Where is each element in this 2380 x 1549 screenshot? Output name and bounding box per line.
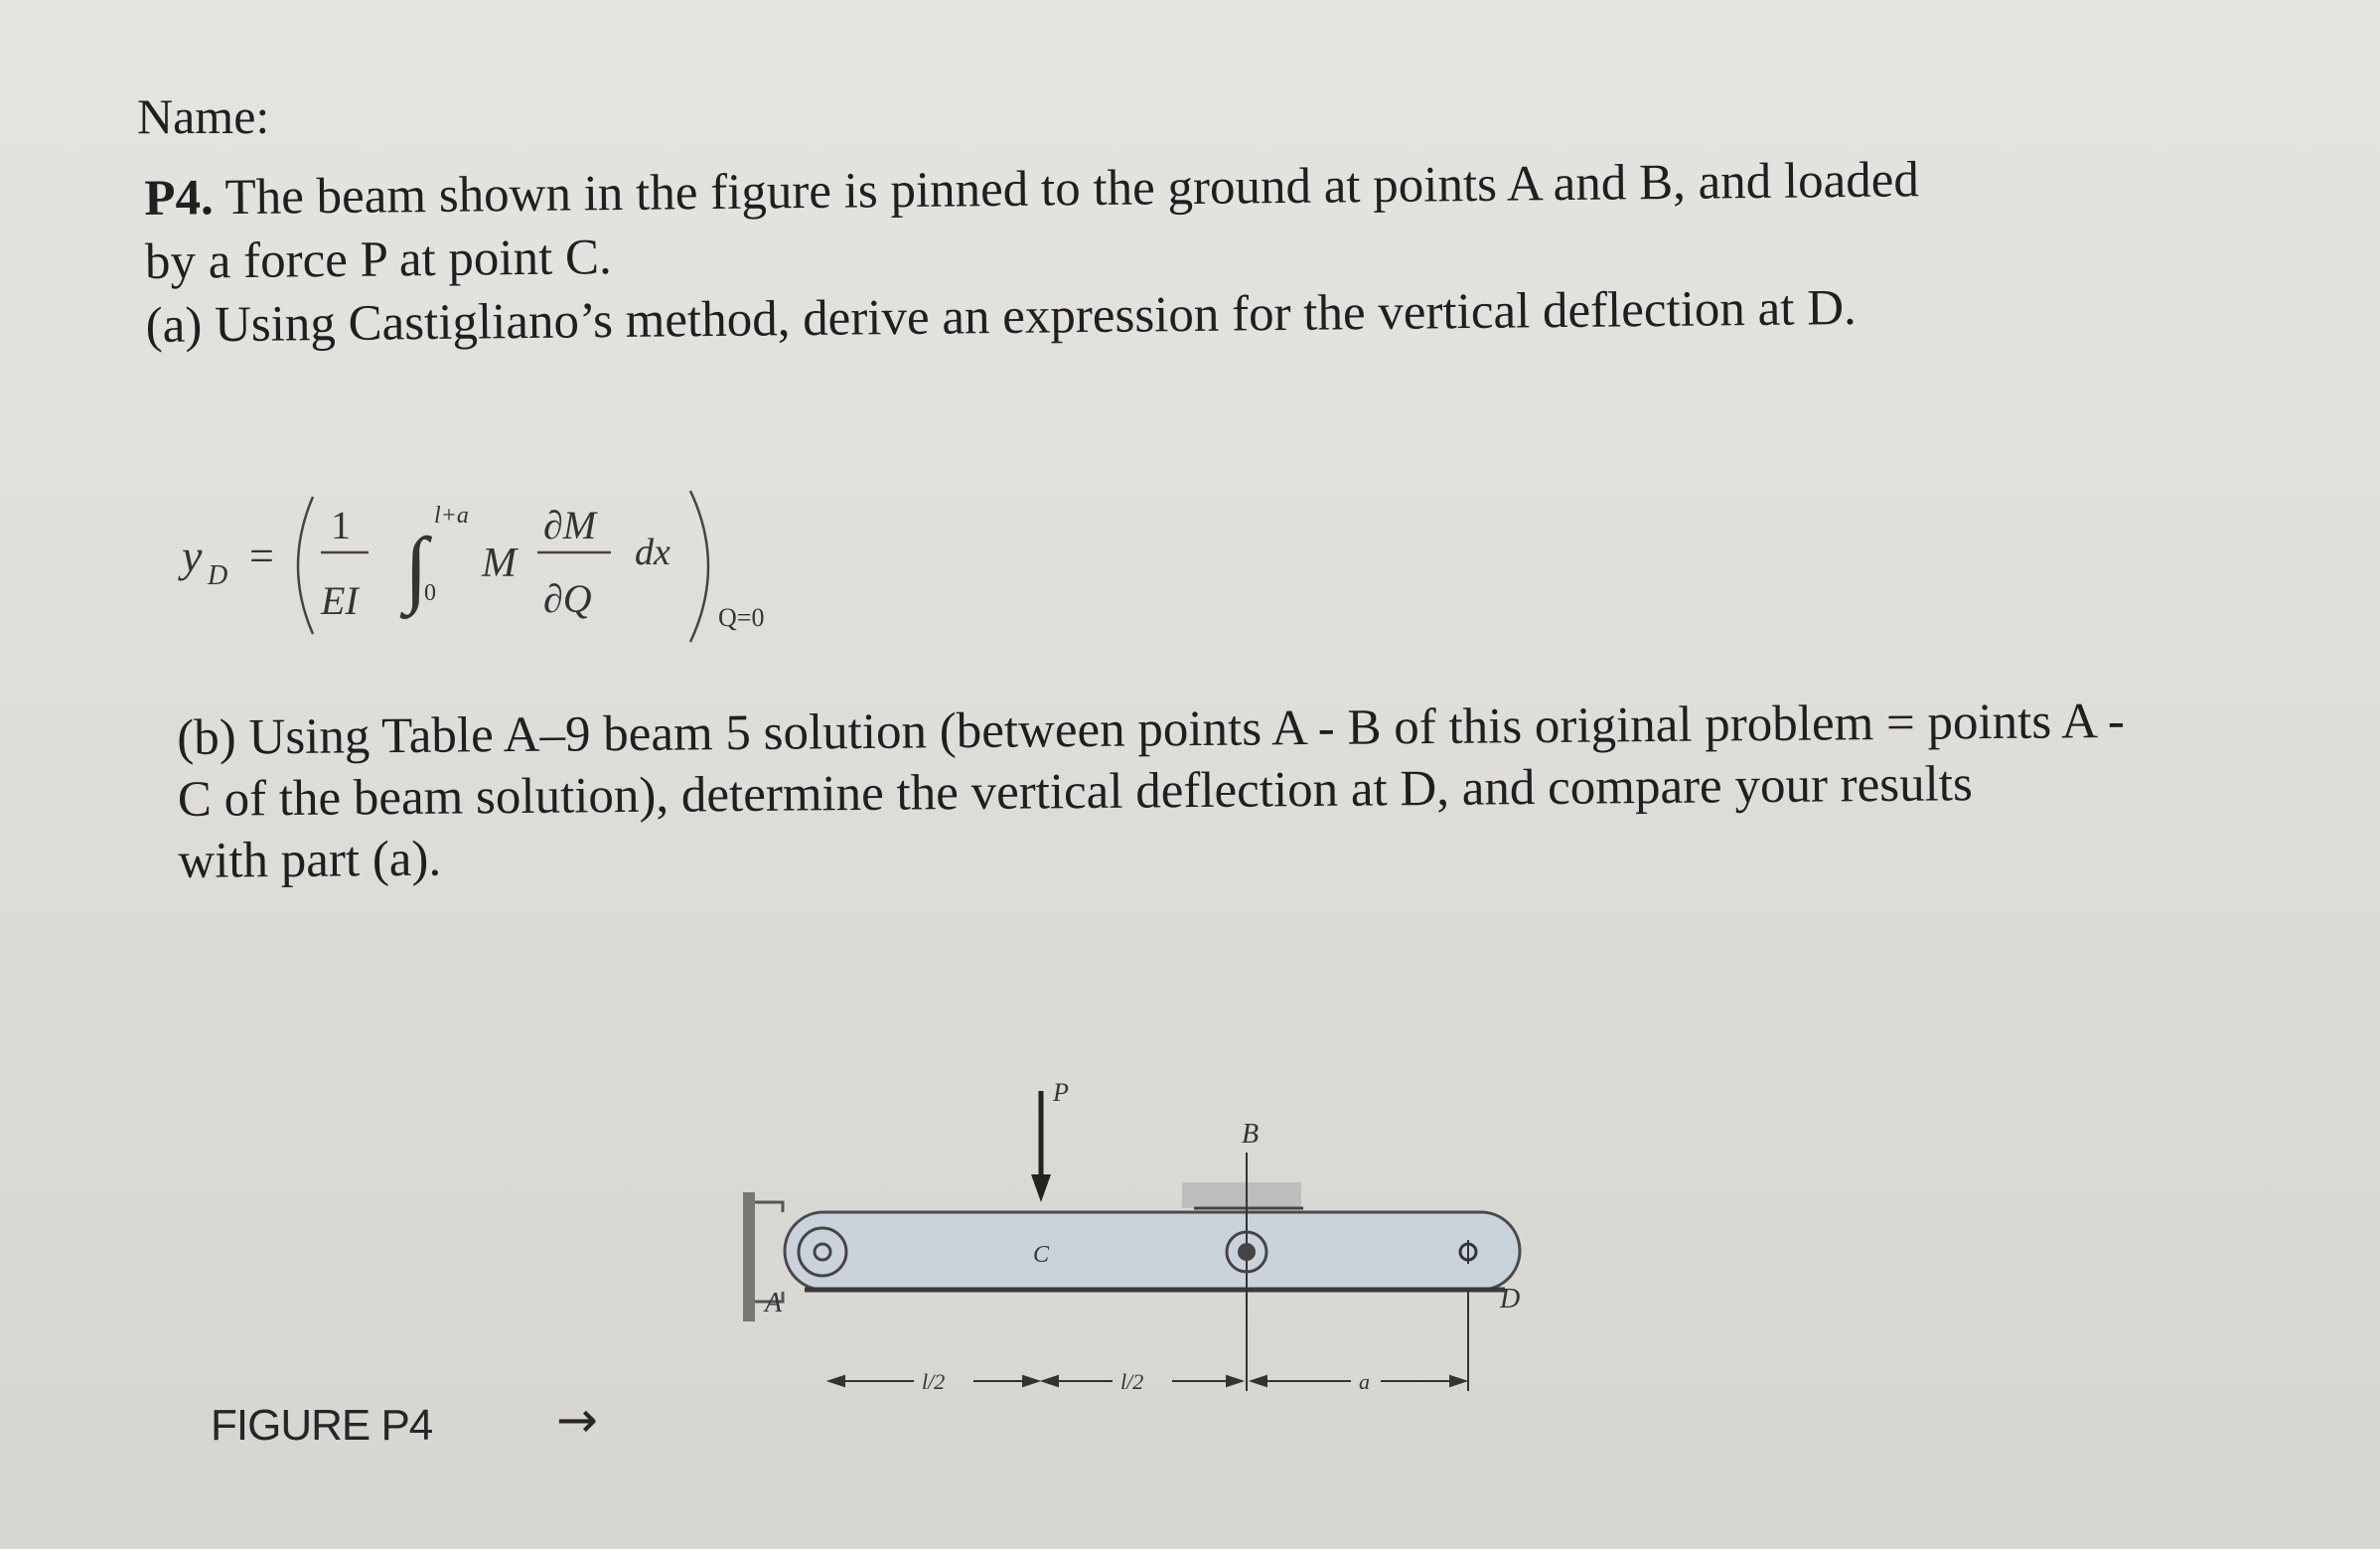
eq-partial-num: ∂M <box>543 503 597 547</box>
eq-frac-den: EI <box>321 578 359 623</box>
label-d: D <box>1500 1284 1521 1315</box>
eq-integrand: M <box>482 541 517 586</box>
eq-left-paren <box>298 497 313 634</box>
problem-number: P4. <box>144 170 215 227</box>
dim-2-right-arrow <box>1227 1376 1242 1386</box>
eq-lhs-sub: D <box>208 560 228 591</box>
equation-svg <box>174 477 869 656</box>
label-b: B <box>1242 1119 1260 1150</box>
dim-2-label: l/2 <box>1120 1369 1144 1394</box>
wall-support <box>743 1192 755 1321</box>
eq-partial-den: ∂Q <box>543 576 592 621</box>
label-p: P <box>1053 1078 1069 1107</box>
part-a-text: (a) Using Castigliano’s method, derive an expression for the vertical deflection at D. <box>145 279 1858 354</box>
dim-1-right-arrow <box>1023 1376 1038 1386</box>
problem-statement <box>144 146 2182 358</box>
dim-3-label: a <box>1359 1369 1370 1394</box>
castigliano-equation <box>174 477 869 656</box>
part-b-line-3: with part (a). <box>178 831 442 889</box>
eq-equals: = <box>249 532 274 580</box>
part-b-line-1: (b) Using Table A–9 beam 5 solution (between points A - B of this original problem = points A - <box>177 693 2126 766</box>
part-b <box>177 689 2314 892</box>
pin-b-center-icon <box>1238 1243 1256 1261</box>
label-c: C <box>1033 1242 1050 1268</box>
eq-frac-num: 1 <box>331 503 351 547</box>
eq-right-paren <box>690 491 708 642</box>
right-arrow-icon: → <box>556 1391 598 1449</box>
beam-figure <box>725 1063 1569 1421</box>
label-a: A <box>765 1288 783 1318</box>
eq-int-lower: 0 <box>424 580 436 606</box>
beam-body <box>785 1212 1520 1290</box>
eq-integral-sign: ∫ <box>404 520 428 615</box>
part-b-line-2: C of the beam solution), determine the vertical deflection at D, and compare your results <box>177 756 1974 828</box>
eq-int-upper: l+a <box>434 503 469 529</box>
dim-3-right-arrow <box>1450 1376 1465 1386</box>
name-label: Name: <box>137 88 270 144</box>
dim-1-label: l/2 <box>922 1369 946 1394</box>
problem-text-1: The beam shown in the figure is pinned to the ground at points A and B, and loaded <box>224 152 1920 227</box>
force-p-arrow-head <box>1031 1174 1051 1202</box>
eq-eval-sub: Q=0 <box>718 603 765 632</box>
dim-1-left-arrow <box>829 1376 844 1386</box>
dim-3-left-arrow <box>1252 1376 1266 1386</box>
pin-a-bracket-top <box>755 1202 783 1212</box>
dim-2-left-arrow <box>1043 1376 1058 1386</box>
problem-line-2: by a force P at point C. <box>144 230 613 290</box>
figure-caption: FIGURE P4 <box>211 1401 433 1450</box>
eq-lhs: y <box>182 531 203 581</box>
ground-b-hatch <box>1182 1182 1301 1208</box>
beam-diagram-svg <box>725 1063 1569 1421</box>
eq-dx: dx <box>635 532 670 573</box>
